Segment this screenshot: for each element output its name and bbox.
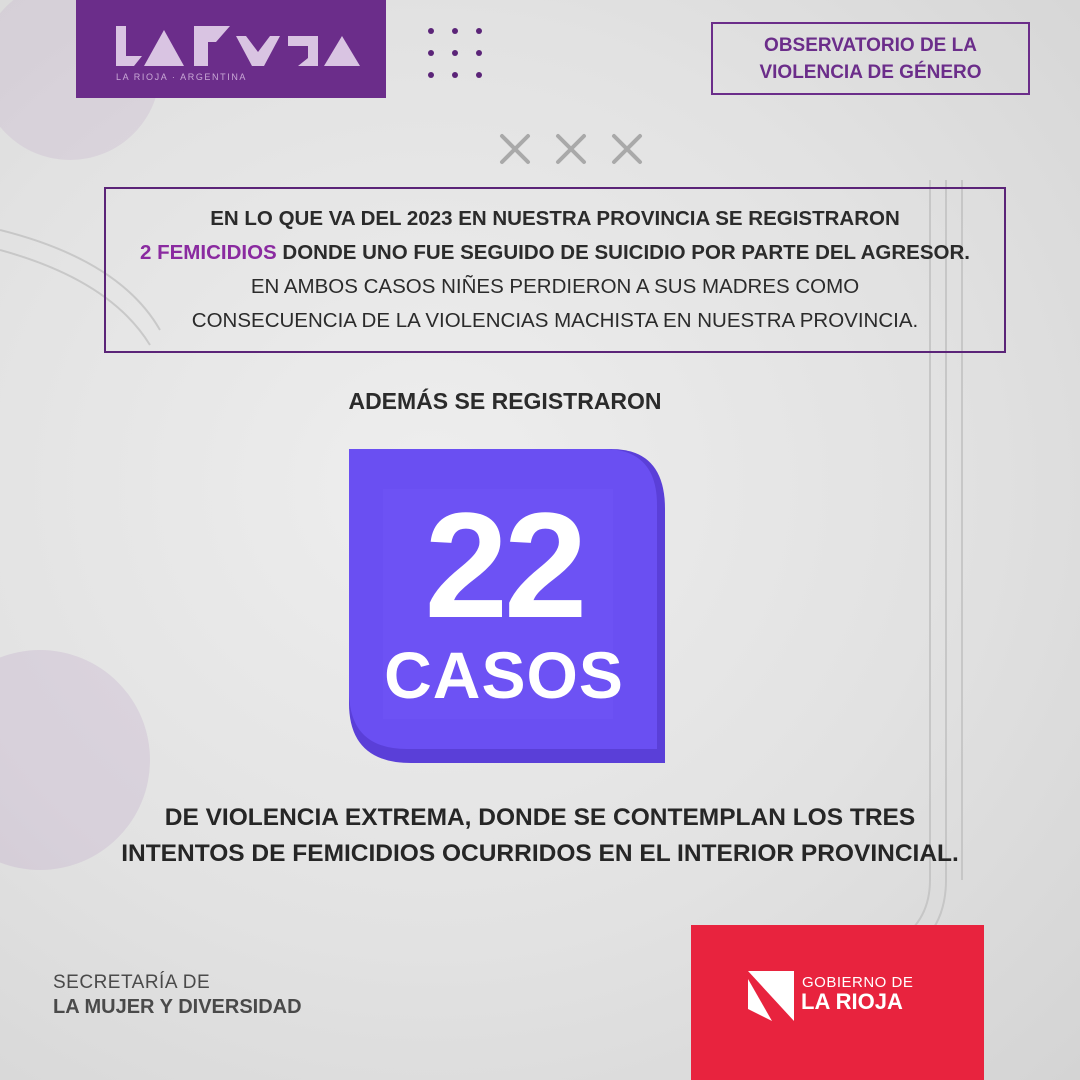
description-line1: DE VIOLENCIA EXTREMA, DONDE SE CONTEMPLAN LOS TRES — [164, 804, 916, 831]
observatorio-line2: VIOLENCIA DE GÉNERO — [759, 61, 982, 83]
gobierno-shape-icon — [746, 969, 796, 1023]
intro-line2 — [140, 236, 970, 270]
counter-label: CASOS — [384, 638, 624, 712]
gobierno-line1: GOBIERNO DE — [802, 974, 914, 991]
secretaria-logo — [53, 972, 302, 1020]
intro-line4: CONSECUENCIA DE LA VIOLENCIAS MACHISTA EN NUESTRA PROVINCIA. — [191, 309, 919, 332]
la-rioja-logo-mark — [112, 22, 362, 72]
secretaria-line2: LA MUJER Y DIVERSIDAD — [53, 996, 302, 1018]
description-text — [0, 800, 1080, 872]
intro-line1: EN LO QUE VA DEL 2023 EN NUESTRA PROVINCIA SE REGISTRARON — [210, 207, 900, 230]
femicidios-highlight: 2 FEMICIDIOS — [140, 241, 277, 264]
observatorio-line1: OBSERVATORIO DE LA — [764, 34, 977, 56]
observatorio-box — [711, 22, 1030, 95]
intro-line2-rest: DONDE UNO FUE SEGUIDO DE SUICIDIO POR PARTE DEL AGRESOR. — [276, 241, 970, 264]
description-line2: INTENTOS DE FEMICIDIOS OCURRIDOS EN EL INTERIOR PROVINCIAL. — [121, 840, 959, 867]
gobierno-logo — [691, 925, 984, 1080]
logo-subtitle: LA RIOJA · ARGENTINA — [116, 72, 248, 82]
gobierno-line2: LA RIOJA — [801, 989, 903, 1014]
la-rioja-logo — [76, 0, 386, 98]
secretaria-line1: SECRETARÍA DE — [53, 972, 211, 993]
intro-line3: EN AMBOS CASOS NIÑES PERDIERON A SUS MADRES COMO — [250, 275, 860, 298]
intro-box — [104, 187, 1006, 353]
x-marks-icon — [498, 132, 648, 168]
counter-number: 22 — [424, 481, 584, 649]
ademas-heading: ADEMÁS SE REGISTRARON — [348, 388, 662, 414]
dots-grid-icon — [428, 28, 492, 84]
